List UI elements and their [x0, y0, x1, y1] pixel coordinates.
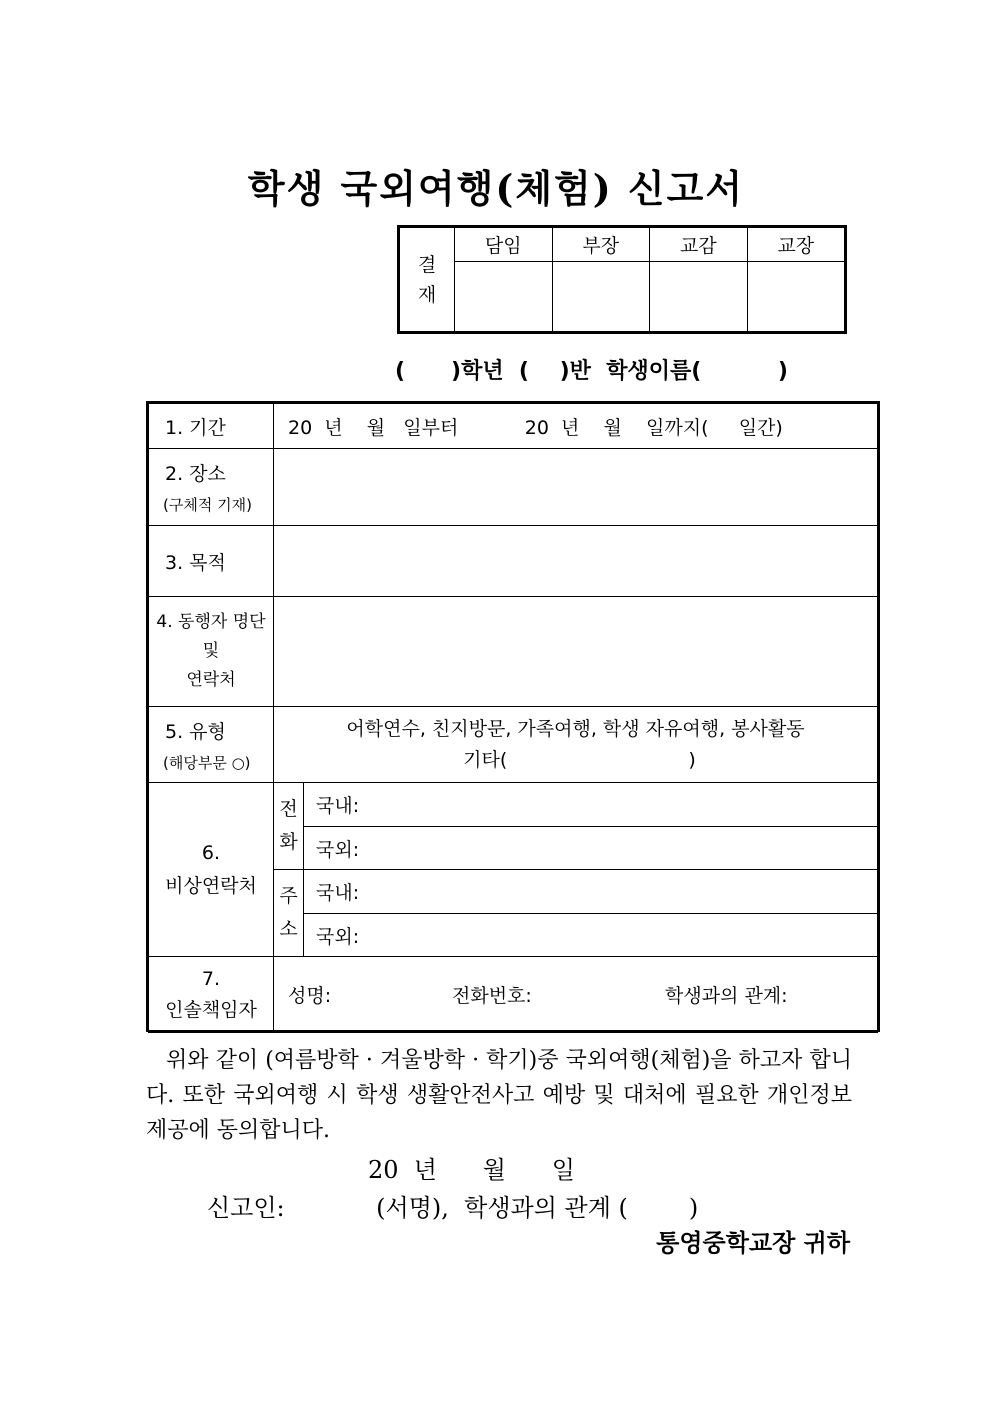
emergency-address-overseas[interactable]: 국외:	[304, 914, 878, 957]
approval-sign-vice-principal[interactable]	[650, 262, 748, 332]
guardian-phone[interactable]: 전화번호:	[452, 985, 532, 1007]
companions-field[interactable]	[274, 597, 878, 707]
type-label-sub: (해당부문 ○)	[163, 753, 251, 772]
emergency-label	[149, 783, 274, 957]
companions-label-2: 및	[202, 641, 220, 661]
guardian-field[interactable]	[274, 957, 878, 1033]
date-line[interactable]: 20 년 월 일	[368, 1156, 575, 1184]
guardian-label	[149, 957, 274, 1033]
emergency-address-label-2: 소	[279, 918, 298, 940]
approval-vice-principal: 교감	[650, 228, 748, 262]
place-label-text: 2. 장소	[165, 463, 226, 485]
approval-box	[397, 225, 847, 334]
approval-label-1: 결	[417, 253, 437, 276]
approval-label	[400, 228, 455, 332]
purpose-field[interactable]	[274, 526, 878, 597]
place-field[interactable]	[274, 449, 878, 526]
report-form-table	[146, 401, 880, 1032]
emergency-address-domestic[interactable]: 국내:	[304, 870, 878, 914]
period-field[interactable]: 20 년 월 일부터 20 년 월 일까지( 일간)	[274, 404, 878, 449]
emergency-address-label	[274, 870, 304, 957]
approval-dept-head: 부장	[552, 228, 650, 262]
approval-sign-homeroom[interactable]	[455, 262, 553, 332]
place-label-sub: (구체적 기재)	[163, 496, 252, 514]
guardian-label-2: 인솔책임자	[165, 998, 257, 1021]
approval-label-2: 재	[417, 283, 437, 306]
type-label-text: 5. 유형	[165, 720, 226, 743]
companions-label	[149, 597, 274, 707]
guardian-name[interactable]: 성명:	[288, 985, 332, 1007]
emergency-label-2: 비상연락처	[165, 874, 257, 897]
emergency-phone-domestic[interactable]: 국내:	[304, 783, 878, 827]
consent-statement-text: 위와 같이 (여름방학 · 겨울방학 · 학기)중 국외여행(체험)을 하고자 합니다. 또한 국외여행 시 학생 생활안전사고 예방 및 대처에 필요한 개인정보 제공에 동의합니다.	[146, 1048, 852, 1143]
type-options-list[interactable]: 어학연수, 친지방문, 가족여행, 학생 자유여행, 봉사활동	[346, 717, 805, 740]
emergency-address-label-1: 주	[279, 885, 298, 907]
emergency-phone-overseas[interactable]: 국외:	[304, 827, 878, 870]
consent-statement	[146, 1043, 852, 1148]
companions-label-3: 연락처	[186, 670, 236, 690]
student-info-line[interactable]: ( )학년 ( )반 학생이름( )	[395, 359, 788, 384]
place-label	[149, 449, 274, 526]
emergency-phone-label-1: 전	[279, 798, 298, 820]
period-label: 1. 기간	[149, 404, 274, 449]
purpose-label: 3. 목적	[149, 526, 274, 597]
page-title: 학생 국외여행(체험) 신고서	[247, 166, 745, 211]
companions-label-1: 4. 동행자 명단	[156, 612, 266, 632]
guardian-relation[interactable]: 학생과의 관계:	[665, 985, 788, 1007]
guardian-label-1: 7.	[201, 967, 221, 990]
approval-homeroom: 담임	[455, 228, 553, 262]
type-label	[149, 707, 274, 783]
type-options[interactable]	[274, 707, 878, 783]
approval-sign-principal[interactable]	[747, 262, 845, 332]
approval-principal: 교장	[747, 228, 845, 262]
type-other[interactable]: 기타( )	[463, 748, 696, 771]
emergency-label-1: 6.	[201, 841, 221, 864]
emergency-phone-label-2: 화	[279, 831, 298, 853]
reporter-line[interactable]: 신고인: (서명), 학생과의 관계 ( )	[207, 1194, 699, 1222]
addressee: 통영중학교장 귀하	[656, 1228, 850, 1257]
emergency-phone-label	[274, 783, 304, 870]
approval-sign-dept-head[interactable]	[552, 262, 650, 332]
